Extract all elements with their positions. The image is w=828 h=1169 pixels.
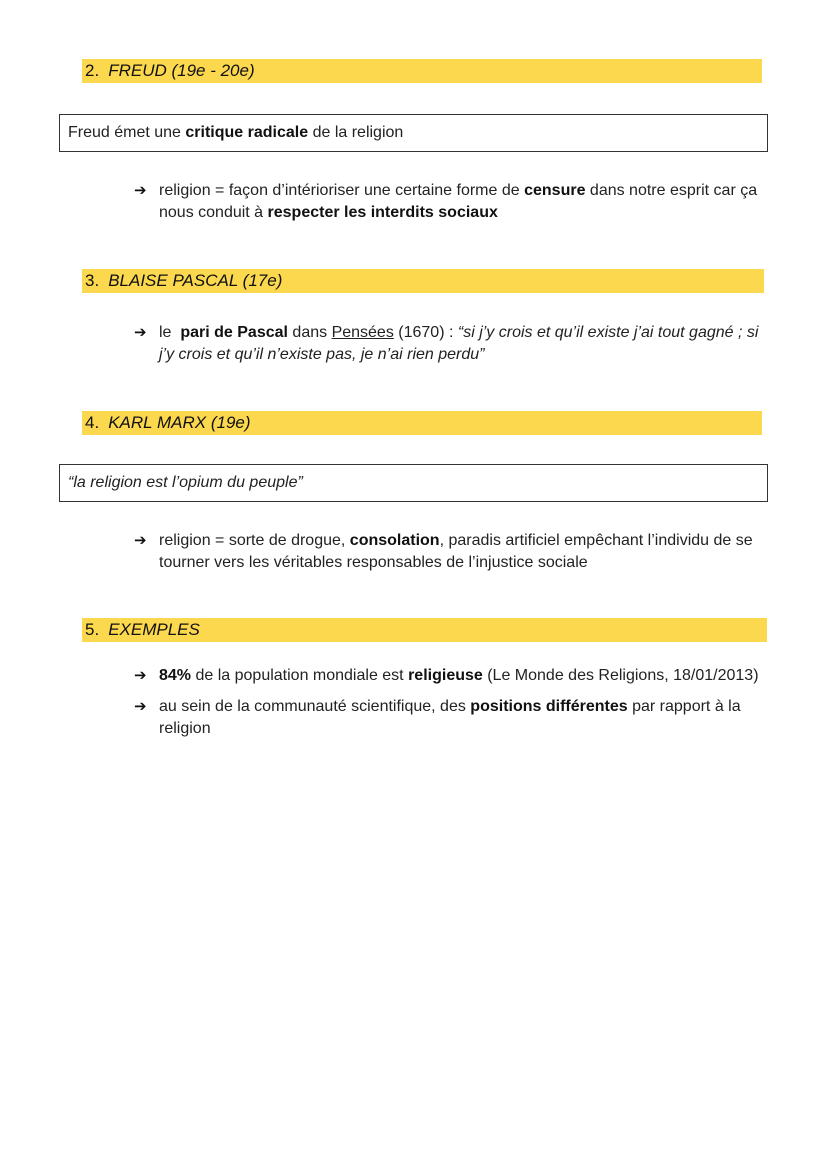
arrow-right-icon: ➔	[134, 698, 147, 715]
emphasis: 84%	[159, 667, 192, 684]
emphasis: respecter les interdits sociaux	[267, 204, 498, 221]
marx-bullet	[134, 530, 774, 574]
bullet-text	[159, 322, 774, 366]
pascal-bullet	[134, 322, 774, 366]
bullet-text	[159, 665, 774, 687]
emphasis: religieuse	[408, 667, 483, 684]
text: , paradis artificiel empêchant l’individu de se tourner vers les véritables responsables de l’injustice sociale	[159, 532, 753, 571]
text: dans notre esprit car ça nous conduit à	[159, 182, 758, 221]
section-heading-exemples	[82, 618, 767, 642]
section-title: KARL MARX (19e)	[108, 413, 251, 432]
emphasis: consolation	[349, 532, 440, 549]
text: Freud émet une	[68, 124, 186, 141]
book-title: Pensées	[331, 324, 394, 341]
text: religion = façon d’intérioriser une certaine forme de	[159, 182, 525, 199]
section-title: BLAISE PASCAL (17e)	[108, 271, 283, 290]
text: (Le Monde des Religions, 18/01/2013)	[482, 667, 759, 684]
emphasis: critique radicale	[185, 124, 309, 141]
text: (1670) :	[393, 324, 458, 341]
arrow-right-icon: ➔	[134, 182, 147, 199]
text: dans	[287, 324, 332, 341]
section-heading-freud	[82, 59, 762, 83]
bullet-text	[159, 180, 774, 224]
emphasis: positions différentes	[470, 698, 628, 715]
section-heading-pascal	[82, 269, 764, 293]
section-title: EXEMPLES	[108, 620, 200, 639]
section-heading-marx	[82, 411, 762, 435]
section-number: 2.	[85, 61, 100, 80]
arrow-right-icon: ➔	[134, 324, 147, 341]
text: au sein de la communauté scientifique, des	[159, 698, 471, 715]
quote: “si j’y crois et qu’il existe j’ai tout gagné ; si j’y crois et qu’il n’existe pas, je n’ai rien perdu”	[159, 324, 759, 363]
section-number: 3.	[85, 271, 100, 290]
text: religion = sorte de drogue,	[159, 532, 350, 549]
freud-summary-box	[59, 114, 768, 152]
section-number: 4.	[85, 413, 100, 432]
bullet-text	[159, 530, 774, 574]
text: de la religion	[308, 124, 404, 141]
quote: “la religion est l’opium du peuple”	[68, 474, 303, 491]
freud-bullet	[134, 180, 774, 224]
text: le	[159, 324, 181, 341]
text: de la population mondiale est	[191, 667, 409, 684]
text: par rapport à la religion	[159, 698, 741, 737]
section-number: 5.	[85, 620, 100, 639]
arrow-right-icon: ➔	[134, 532, 147, 549]
exemples-bullet-1	[134, 665, 774, 687]
emphasis: pari de Pascal	[180, 324, 288, 341]
arrow-right-icon: ➔	[134, 667, 147, 684]
marx-quote-box	[59, 464, 768, 502]
emphasis: censure	[524, 182, 586, 199]
exemples-bullet-2	[134, 696, 774, 740]
bullet-text	[159, 696, 774, 740]
section-title: FREUD (19e - 20e)	[108, 61, 255, 80]
